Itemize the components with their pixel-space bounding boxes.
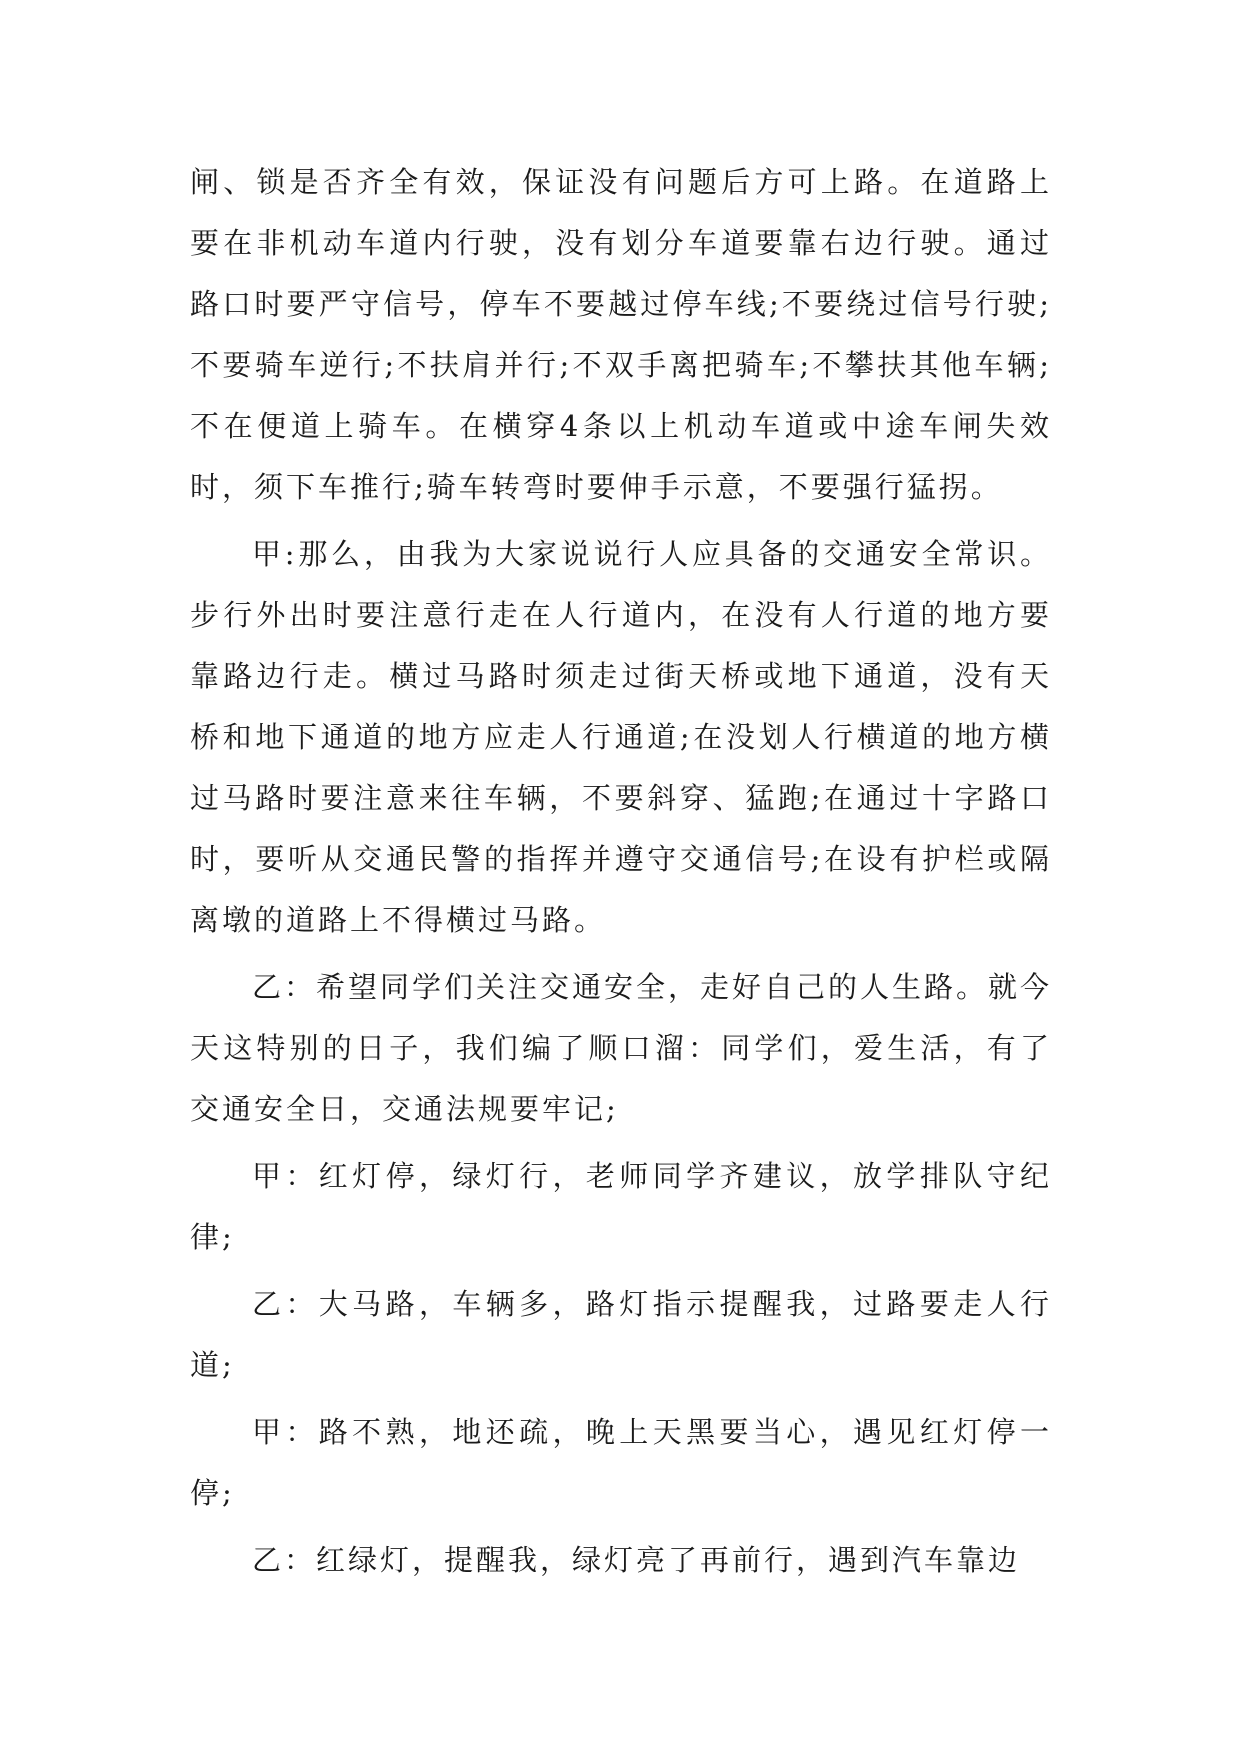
- paragraph-6: 甲：路不熟，地还疏，晚上天黑要当心，遇见红灯停一停;: [190, 1415, 1052, 1510]
- paragraph-4: 甲：红灯停，绿灯行，老师同学齐建议，放学排队守纪律;: [190, 1159, 1052, 1254]
- paragraph-5: 乙：大马路，车辆多，路灯指示提醒我，过路要走人行道;: [190, 1287, 1052, 1382]
- document-page: [190, 152, 1052, 1591]
- paragraph-7: 乙：红绿灯，提醒我，绿灯亮了再前行，遇到汽车靠边: [252, 1543, 1021, 1577]
- paragraph-3: 乙：希望同学们关注交通安全，走好自己的人生路。就今天这特别的日子，我们编了顺口溜：同学们，爱生活，有了交通安全日，交通法规要牢记;: [190, 970, 1053, 1126]
- paragraph-1: 闸、锁是否齐全有效，保证没有问题后方可上路。在道路上要在非机动车道内行驶，没有划分车道要靠右边行驶。通过路口时要严守信号，停车不要越过停车线;不要绕过信号行驶;不要骑车逆行;不扶肩并行;不双手离把骑车;不攀扶其他车辆;不在便道上骑车。在横穿4条以上机动车道或中途车闸失效时，须下车推行;骑车转弯时要伸手示意，不要强行猛拐。: [190, 165, 1052, 504]
- paragraph-2: 甲:那么，由我为大家说说行人应具备的交通安全常识。步行外出时要注意行走在人行道内，在没有人行道的地方要靠路边行走。横过马路时须走过街天桥或地下通道，没有天桥和地下通道的地方应走人行通道;在没划人行横道的地方横过马路时要注意来往车辆，不要斜穿、猛跑;在通过十字路口时，要听从交通民警的指挥并遵守交通信号;在设有护栏或隔离墩的道路上不得横过马路。: [190, 537, 1052, 937]
